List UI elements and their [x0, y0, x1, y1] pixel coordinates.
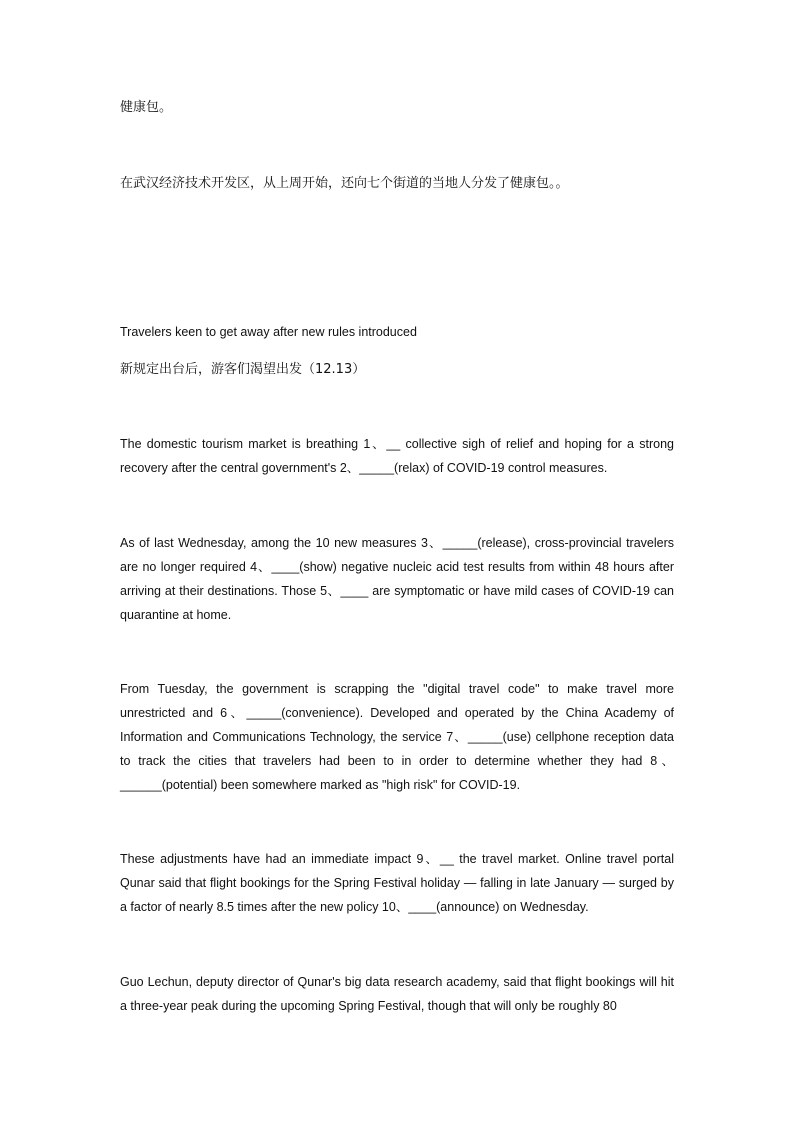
chinese-text-line-2: 在武汉经济技术开发区，从上周开始，还向七个街道的当地人分发了健康包。。: [120, 176, 569, 191]
paragraph-5: Guo Lechun, deputy director of Qunar's big data research academy, said that flight bookings will hit a three-year peak during the upcoming Spring Festival, though that will only be roughly 80: [120, 975, 674, 1013]
article-title-english: Travelers keen to get away after new rules introduced: [120, 325, 417, 339]
chinese-text-line-1: 健康包。: [120, 100, 173, 115]
article-title-chinese: 新规定出台后，游客们渴望出发（12.13）: [120, 362, 366, 377]
paragraph-2: As of last Wednesday, among the 10 new measures 3、_____(release), cross-provincial travelers are no longer required 4、____(show) negative nucleic acid test results from within 48 hours after arriving at their destinations. Those 5、____ are symptomatic or have mild cases of COVID-19 can quarantine at home.: [120, 536, 674, 622]
paragraph-3: From Tuesday, the government is scrapping the "digital travel code" to make travel more unrestricted and 6、_____(convenience). Developed and operated by the China Academy of Information and Communications Technology, the service 7、_____(use) cellphone reception data to track the cities that travelers had been to in order to determine whether they had 8、______(potential) been somewhere marked as "high risk" for COVID-19.: [120, 682, 674, 792]
paragraph-1: The domestic tourism market is breathing 1、__ collective sigh of relief and hoping for a strong recovery after the central government's 2、_____(relax) of COVID-19 control measures.: [120, 437, 674, 475]
paragraph-4: These adjustments have had an immediate impact 9、__ the travel market. Online travel portal Qunar said that flight bookings for the Spring Festival holiday — falling in late January — surged by a factor of nearly 8.5 times after the new policy 10、____(announce) on Wednesday.: [120, 852, 674, 914]
